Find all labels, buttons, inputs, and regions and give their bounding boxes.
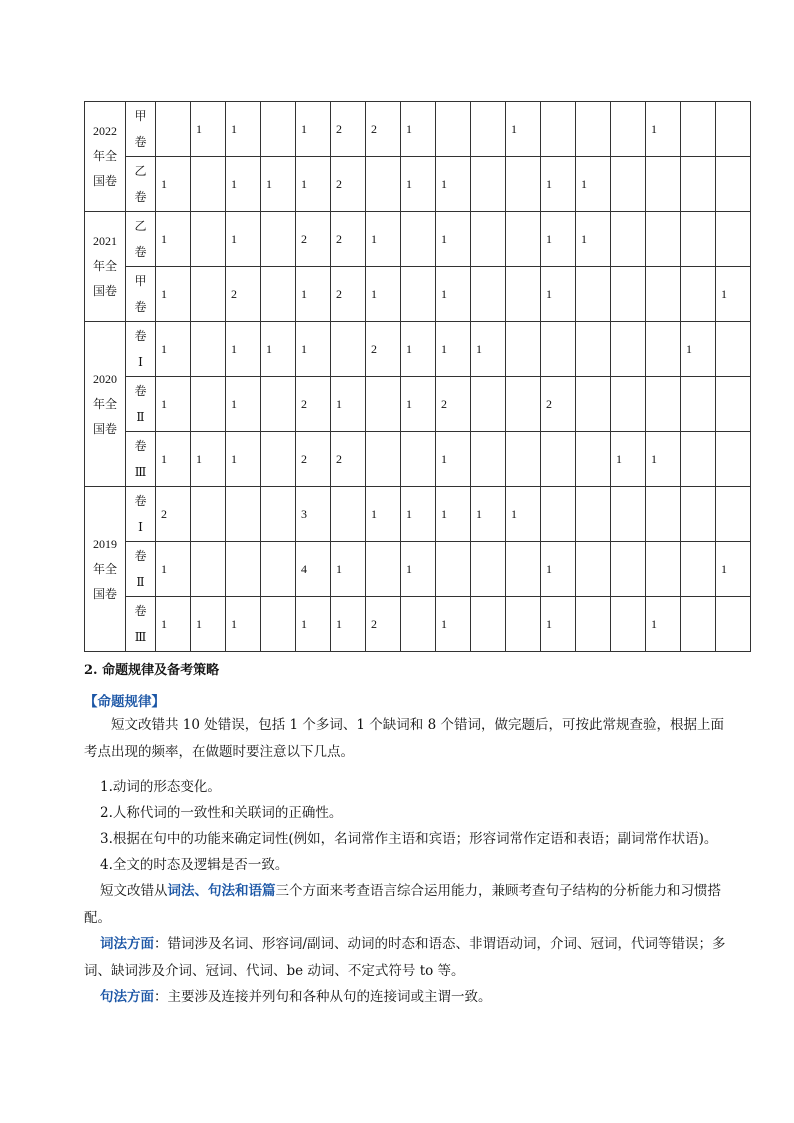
- count-cell: [261, 432, 296, 487]
- count-cell: 1: [436, 212, 471, 267]
- count-cell: 1: [541, 542, 576, 597]
- count-cell: 1: [401, 377, 436, 432]
- count-cell: 1: [541, 157, 576, 212]
- count-cell: 2: [331, 267, 366, 322]
- count-cell: 1: [226, 157, 261, 212]
- count-cell: 1: [436, 157, 471, 212]
- count-cell: 2: [331, 212, 366, 267]
- count-cell: [646, 377, 681, 432]
- year-cell: 2022 年全 国卷: [85, 102, 126, 212]
- count-cell: [576, 322, 611, 377]
- count-cell: [191, 212, 226, 267]
- paper-cell: 乙 卷: [126, 157, 156, 212]
- count-cell: 1: [331, 597, 366, 652]
- count-cell: [191, 157, 226, 212]
- count-cell: 2: [296, 432, 331, 487]
- count-cell: [681, 102, 716, 157]
- count-cell: [611, 267, 646, 322]
- count-cell: 1: [436, 487, 471, 542]
- count-cell: [506, 267, 541, 322]
- count-cell: 1: [296, 322, 331, 377]
- count-cell: [191, 377, 226, 432]
- syntax-label: 句法方面: [100, 989, 154, 1005]
- count-cell: 1: [226, 597, 261, 652]
- count-cell: [436, 102, 471, 157]
- count-cell: 2: [156, 487, 191, 542]
- count-cell: [576, 542, 611, 597]
- count-cell: [191, 322, 226, 377]
- count-cell: 1: [576, 157, 611, 212]
- count-cell: [611, 322, 646, 377]
- year-cell: 2020 年全 国卷: [85, 322, 126, 487]
- count-cell: [401, 432, 436, 487]
- count-cell: [681, 212, 716, 267]
- count-cell: 1: [436, 432, 471, 487]
- count-cell: [716, 102, 751, 157]
- point-4: 4.全文的时态及逻辑是否一致。: [100, 857, 289, 873]
- count-cell: 1: [471, 322, 506, 377]
- count-cell: 1: [296, 267, 331, 322]
- count-cell: [541, 432, 576, 487]
- count-cell: 1: [191, 597, 226, 652]
- count-cell: [506, 542, 541, 597]
- paper-cell: 卷 Ⅲ: [126, 597, 156, 652]
- count-cell: [261, 487, 296, 542]
- count-cell: 1: [506, 487, 541, 542]
- count-cell: [506, 432, 541, 487]
- count-cell: [611, 157, 646, 212]
- section-heading: 2. 命题规律及备考策略: [84, 663, 220, 678]
- count-cell: [576, 487, 611, 542]
- count-cell: [681, 542, 716, 597]
- point-2: 2.人称代词的一致性和关联词的正确性。: [100, 805, 343, 821]
- count-cell: 1: [226, 432, 261, 487]
- count-cell: [401, 212, 436, 267]
- count-cell: [471, 212, 506, 267]
- count-cell: 1: [436, 267, 471, 322]
- count-cell: [471, 102, 506, 157]
- count-cell: 2: [331, 432, 366, 487]
- count-cell: 1: [436, 597, 471, 652]
- count-cell: [681, 487, 716, 542]
- count-cell: [716, 377, 751, 432]
- count-cell: 2: [296, 377, 331, 432]
- count-cell: 1: [401, 542, 436, 597]
- count-cell: 1: [296, 597, 331, 652]
- count-cell: 1: [296, 157, 331, 212]
- paper-cell: 卷 Ⅱ: [126, 377, 156, 432]
- paper-cell: 乙 卷: [126, 212, 156, 267]
- count-cell: [681, 597, 716, 652]
- count-cell: 2: [436, 377, 471, 432]
- count-cell: [541, 322, 576, 377]
- count-cell: 1: [366, 487, 401, 542]
- count-cell: 1: [226, 212, 261, 267]
- paper-cell: 卷 Ⅰ: [126, 322, 156, 377]
- count-cell: [471, 377, 506, 432]
- count-cell: 1: [471, 487, 506, 542]
- count-cell: [541, 102, 576, 157]
- table-row: [85, 157, 751, 212]
- count-cell: [646, 267, 681, 322]
- count-cell: [471, 432, 506, 487]
- count-cell: 1: [191, 432, 226, 487]
- count-cell: [716, 212, 751, 267]
- count-cell: 2: [541, 377, 576, 432]
- count-cell: 1: [576, 212, 611, 267]
- table-row: [85, 267, 751, 322]
- count-cell: [716, 322, 751, 377]
- count-cell: [471, 157, 506, 212]
- count-cell: [646, 542, 681, 597]
- count-cell: [506, 212, 541, 267]
- paper-cell: 卷 Ⅱ: [126, 542, 156, 597]
- point-1: 1.动词的形态变化。: [100, 779, 221, 795]
- count-cell: 1: [156, 377, 191, 432]
- count-cell: 1: [261, 322, 296, 377]
- count-cell: 1: [506, 102, 541, 157]
- paper-cell: 甲 卷: [126, 267, 156, 322]
- count-cell: 1: [261, 157, 296, 212]
- lexical-paragraph: 词法方面：错词涉及名词、形容词/副词、动词的时态和语态、非谓语动词，介词、冠词，代词等错误；多词、缺词涉及介词、冠词、代词、be 动词、不定式符号 to 等。: [84, 936, 726, 979]
- count-cell: [576, 597, 611, 652]
- table-row: [85, 212, 751, 267]
- count-cell: 1: [226, 377, 261, 432]
- count-cell: [681, 267, 716, 322]
- count-cell: 1: [611, 432, 646, 487]
- count-cell: [261, 212, 296, 267]
- count-cell: [716, 597, 751, 652]
- count-cell: 1: [401, 487, 436, 542]
- count-cell: [576, 102, 611, 157]
- count-cell: [156, 102, 191, 157]
- count-cell: 1: [401, 157, 436, 212]
- count-cell: [261, 267, 296, 322]
- count-cell: 2: [331, 102, 366, 157]
- count-cell: 2: [366, 597, 401, 652]
- count-cell: 1: [331, 542, 366, 597]
- count-cell: [611, 377, 646, 432]
- section-tag: 【命题规律】: [84, 694, 165, 710]
- count-cell: 1: [156, 267, 191, 322]
- count-cell: [366, 542, 401, 597]
- count-cell: [261, 102, 296, 157]
- count-cell: 1: [366, 267, 401, 322]
- count-cell: 1: [681, 322, 716, 377]
- count-cell: [471, 542, 506, 597]
- count-cell: 1: [226, 322, 261, 377]
- count-cell: 1: [716, 267, 751, 322]
- count-cell: 1: [156, 432, 191, 487]
- paper-cell: 甲 卷: [126, 102, 156, 157]
- count-cell: [716, 157, 751, 212]
- table-row: [85, 542, 751, 597]
- table-row: [85, 487, 751, 542]
- count-cell: 2: [226, 267, 261, 322]
- count-cell: 1: [541, 212, 576, 267]
- count-cell: [541, 487, 576, 542]
- count-cell: 1: [646, 102, 681, 157]
- frequency-table: [84, 101, 751, 652]
- count-cell: [261, 597, 296, 652]
- count-cell: [646, 212, 681, 267]
- count-cell: [436, 542, 471, 597]
- count-cell: [191, 267, 226, 322]
- count-cell: 1: [226, 102, 261, 157]
- table-row: [85, 432, 751, 487]
- count-cell: 1: [156, 322, 191, 377]
- count-cell: [716, 432, 751, 487]
- count-cell: 1: [646, 597, 681, 652]
- count-cell: 2: [331, 157, 366, 212]
- table-row: [85, 322, 751, 377]
- table-row: [85, 377, 751, 432]
- count-cell: [471, 267, 506, 322]
- count-cell: 1: [716, 542, 751, 597]
- count-cell: 1: [156, 157, 191, 212]
- count-cell: 1: [401, 322, 436, 377]
- count-cell: [576, 267, 611, 322]
- count-cell: [506, 157, 541, 212]
- count-cell: 2: [366, 322, 401, 377]
- paper-cell: 卷 Ⅲ: [126, 432, 156, 487]
- intro-paragraph: 短文改错共 10 处错误，包括 1 个多词、1 个缺词和 8 个错词，做完题后，可按此常规查验，根据上面考点出现的频率，在做题时要注意以下几点。: [84, 717, 724, 760]
- table-row: [85, 597, 751, 652]
- count-cell: [681, 377, 716, 432]
- paper-cell: 卷 Ⅰ: [126, 487, 156, 542]
- count-cell: 3: [296, 487, 331, 542]
- count-cell: [506, 322, 541, 377]
- count-cell: [191, 542, 226, 597]
- count-cell: [471, 597, 506, 652]
- count-cell: [681, 157, 716, 212]
- count-cell: [366, 432, 401, 487]
- count-cell: [681, 432, 716, 487]
- count-cell: [506, 377, 541, 432]
- count-cell: [226, 542, 261, 597]
- count-cell: [191, 487, 226, 542]
- count-cell: [611, 487, 646, 542]
- count-cell: [576, 432, 611, 487]
- count-cell: [401, 597, 436, 652]
- count-cell: [611, 212, 646, 267]
- count-cell: 1: [156, 597, 191, 652]
- count-cell: 1: [156, 542, 191, 597]
- count-cell: [226, 487, 261, 542]
- count-cell: 1: [331, 377, 366, 432]
- count-cell: [331, 487, 366, 542]
- count-cell: [716, 487, 751, 542]
- point-3: 3.根据在句中的功能来确定词性(例如，名词常作主语和宾语；形容词常作定语和表语；副词常作状语)。: [100, 831, 718, 847]
- count-cell: 1: [646, 432, 681, 487]
- table-row: [85, 102, 751, 157]
- count-cell: 1: [191, 102, 226, 157]
- count-cell: [611, 542, 646, 597]
- count-cell: [576, 377, 611, 432]
- count-cell: 2: [366, 102, 401, 157]
- count-cell: [506, 597, 541, 652]
- count-cell: [366, 157, 401, 212]
- count-cell: [366, 377, 401, 432]
- count-cell: [646, 487, 681, 542]
- count-cell: [646, 157, 681, 212]
- syntax-paragraph: 句法方面：主要涉及连接并列句和各种从句的连接词或主谓一致。: [100, 989, 492, 1005]
- year-cell: 2019 年全 国卷: [85, 487, 126, 652]
- count-cell: [331, 322, 366, 377]
- count-cell: 1: [366, 212, 401, 267]
- count-cell: 2: [296, 212, 331, 267]
- lexical-label: 词法方面: [100, 936, 154, 952]
- aspects-emphasis: 词法、句法和语篇: [167, 883, 276, 899]
- count-cell: 4: [296, 542, 331, 597]
- count-cell: [401, 267, 436, 322]
- count-cell: 1: [296, 102, 331, 157]
- count-cell: [611, 102, 646, 157]
- count-cell: [611, 597, 646, 652]
- count-cell: [261, 377, 296, 432]
- count-cell: 1: [156, 212, 191, 267]
- count-cell: 1: [541, 267, 576, 322]
- aspects-paragraph: 短文改错从词法、句法和语篇三个方面来考查语言综合运用能力，兼顾考查句子结构的分析能力和习惯搭配。: [84, 883, 721, 926]
- count-cell: 1: [401, 102, 436, 157]
- count-cell: 1: [541, 597, 576, 652]
- count-cell: [646, 322, 681, 377]
- year-cell: 2021 年全 国卷: [85, 212, 126, 322]
- count-cell: [261, 542, 296, 597]
- count-cell: 1: [436, 322, 471, 377]
